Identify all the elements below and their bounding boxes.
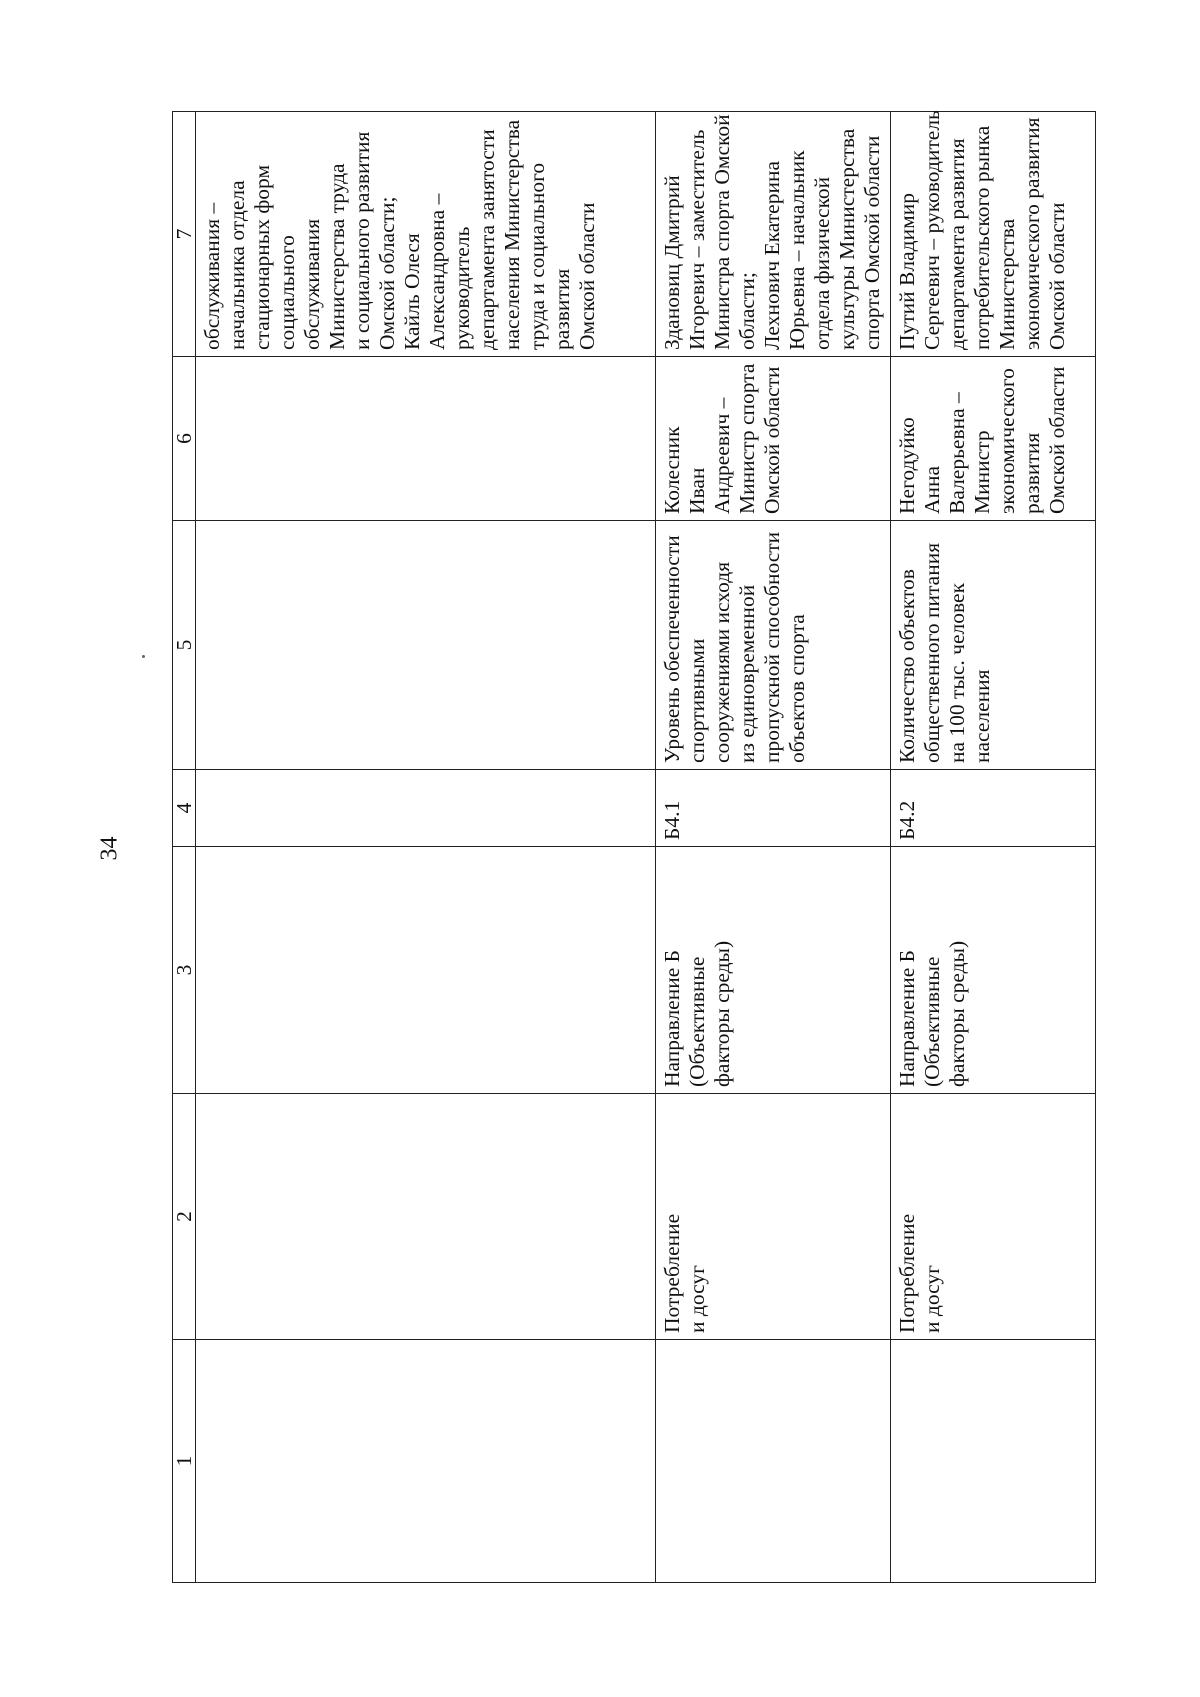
table-cell: [656, 847, 891, 1094]
cell-text-line: начальника отдела: [225, 180, 249, 350]
cell-text-line: Андреевич –: [710, 397, 734, 514]
cell-text-line: потребительского рынка: [970, 125, 994, 350]
cell-text-line: отдела физической: [810, 176, 834, 350]
cell-text-line: населения: [970, 669, 994, 763]
cell-text-line: Анна: [920, 465, 944, 514]
cell-text-line: Иван: [685, 467, 709, 514]
table-cell: [891, 521, 1096, 770]
table-cell: [656, 357, 891, 521]
table-cell: [656, 1340, 891, 1583]
table-cell: [891, 357, 1096, 521]
cell-text-line: области;: [735, 272, 759, 350]
cell-text-line: спорта Омской области: [860, 135, 884, 350]
table-cell: [196, 770, 656, 847]
table-cell: [196, 847, 656, 1094]
cell-text-line: Направление Б: [660, 950, 684, 1087]
table-cell: [196, 521, 656, 770]
cell-text-line: Количество объектов: [895, 569, 919, 763]
header-cell: 4: [173, 770, 196, 847]
cell-text-line: Лехнович Екатерина: [760, 160, 784, 350]
table-cell: [656, 112, 891, 357]
header-cell: 1: [173, 1340, 196, 1583]
cell-text-line: Валерьевна –: [945, 392, 969, 514]
cell-text-line: Б4.2: [895, 800, 919, 840]
cell-text-line: Уровень обеспеченности: [660, 535, 684, 763]
table-cell: [891, 1340, 1096, 1583]
cell-text-line: Колесник: [660, 426, 684, 514]
cell-text-line: Омской области: [760, 366, 784, 514]
cell-text-line: и досуг: [920, 1265, 944, 1333]
page-number: 34: [96, 836, 123, 861]
cell-text-line: сооружениями исходя: [710, 561, 734, 763]
header-cell: 6: [173, 357, 196, 521]
cell-text-line: (Объективные: [920, 956, 944, 1087]
scan-speck: [142, 655, 145, 658]
cell-text-line: и досуг: [685, 1265, 709, 1333]
cell-text-line: Министерства труда: [325, 163, 349, 350]
cell-text-line: Министр спорта: [735, 363, 759, 514]
cell-text-line: Потребление: [895, 1213, 919, 1333]
cell-text-line: стационарных форм: [250, 164, 274, 350]
cell-text-line: Юрьевна – начальник: [785, 150, 809, 350]
cell-text-line: Здановиц Дмитрий: [660, 175, 684, 350]
table-cell: [891, 770, 1096, 847]
cell-text-line: Игоревич – заместитель: [685, 129, 709, 350]
cell-text-line: населения Министерства: [500, 119, 524, 350]
table-cell: [656, 521, 891, 770]
cell-text-line: факторы среды): [710, 940, 734, 1087]
header-cell: 5: [173, 521, 196, 770]
table-cell: [196, 1094, 656, 1340]
cell-text-line: руководитель: [450, 226, 474, 350]
cell-text-line: труда и социального: [525, 162, 549, 350]
table-cell: [656, 770, 891, 847]
table-cell: [196, 357, 656, 521]
table-row: [891, 112, 1096, 1583]
cell-text-line: Негодуйко: [895, 417, 919, 514]
header-cell: 7: [173, 112, 196, 357]
document-table: [172, 112, 1090, 1583]
table-cell: [891, 847, 1096, 1094]
cell-text-line: культуры Министерства: [835, 128, 859, 350]
cell-text-line: Сергеевич – руководитель: [920, 110, 944, 350]
cell-text-line: Омской области: [1045, 366, 1069, 514]
table-row: [656, 112, 891, 1583]
cell-text-line: обслуживания: [300, 218, 324, 350]
cell-text-line: Путий Владимир: [895, 193, 919, 350]
cell-text-line: экономического развития: [1020, 117, 1044, 350]
cell-text-line: спортивными: [685, 638, 709, 763]
cell-text-line: развития: [550, 268, 574, 350]
cell-text-line: Александровна –: [425, 193, 449, 350]
cell-text-line: развития: [1020, 432, 1044, 514]
cell-text-line: Омской области;: [375, 196, 399, 350]
cell-text-line: Потребление: [660, 1213, 684, 1333]
header-cell: 2: [173, 1094, 196, 1340]
cell-text-line: экономического: [995, 368, 1019, 514]
cell-text-line: (Объективные: [685, 956, 709, 1087]
cell-text-line: Омской области: [575, 202, 599, 350]
cell-text-line: Министерства: [995, 218, 1019, 350]
cell-text-line: департамента занятости: [475, 129, 499, 350]
cell-text-line: и социального развития: [350, 131, 374, 350]
header-cell: 3: [173, 847, 196, 1094]
cell-text-line: обслуживания –: [200, 202, 224, 350]
cell-text-line: департамента развития: [945, 138, 969, 350]
cell-text-line: Министра спорта Омской: [710, 114, 734, 350]
table-cell: [196, 1340, 656, 1583]
cell-text-line: социального: [275, 235, 299, 350]
cell-text-line: Министр: [970, 430, 994, 514]
table-cell: [656, 1094, 891, 1340]
cell-text-line: Кайль Олеся: [400, 233, 424, 350]
cell-text-line: общественного питания: [920, 542, 944, 763]
cell-text-line: факторы среды): [945, 940, 969, 1087]
header-row: [173, 112, 196, 1583]
cell-text-line: Б4.1: [660, 800, 684, 840]
cell-text-line: из единовременной: [735, 584, 759, 763]
table-cell: [891, 1094, 1096, 1340]
cell-text-line: на 100 тыс. человек: [945, 582, 969, 763]
table-row: [196, 112, 656, 1583]
cell-text-line: Направление Б: [895, 950, 919, 1087]
table-cell: [891, 112, 1096, 357]
table-cell: [196, 112, 656, 357]
cell-text-line: Омской области: [1045, 202, 1069, 350]
cell-text-line: объектов спорта: [785, 614, 809, 763]
cell-text-line: пропускной способности: [760, 531, 784, 763]
